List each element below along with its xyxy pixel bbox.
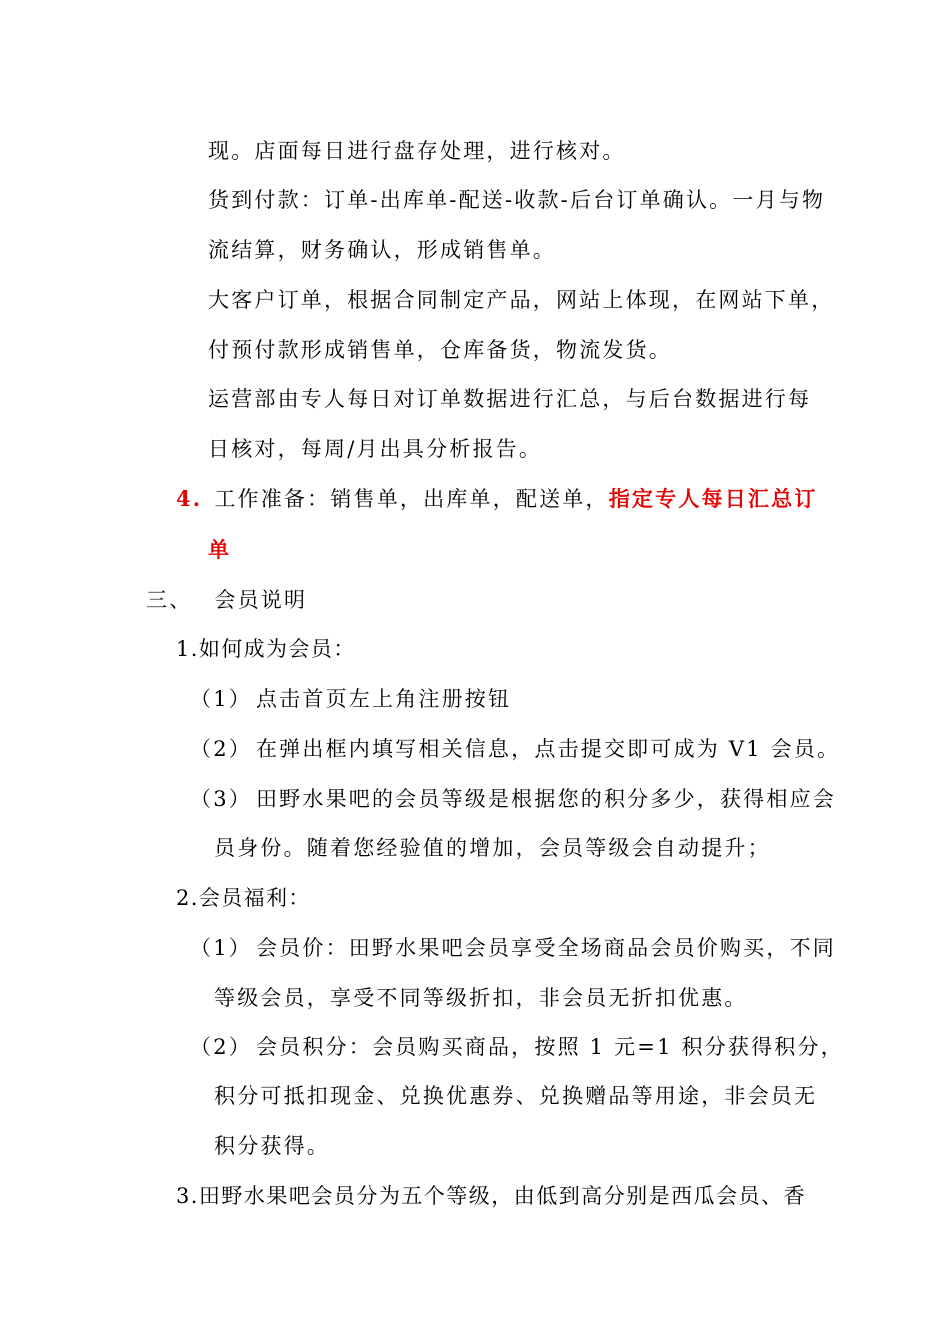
list-text: 田野水果吧的会员等级是根据您的积分多少，获得相应会 <box>255 787 836 811</box>
paragraph-line: 运营部由专人每日对订单数据进行汇总，与后台数据进行每 <box>208 387 812 411</box>
subheading: 2.会员福利： <box>176 886 311 910</box>
list-number: （3） <box>190 787 252 811</box>
paragraph-line: 3.田野水果吧会员分为五个等级，由低到高分别是西瓜会员、香 <box>176 1184 806 1208</box>
list-text-continued: 等级会员，享受不同等级折扣，非会员无折扣优惠。 <box>214 986 748 1010</box>
list-text: 在弹出框内填写相关信息，点击提交即可成为 V1 会员。 <box>255 737 841 761</box>
section-heading <box>146 585 307 615</box>
list-number: （1） <box>190 687 252 711</box>
section-title: 会员说明 <box>214 588 308 612</box>
list-number: （2） <box>190 1035 252 1059</box>
list-item <box>190 734 840 764</box>
paragraph-line: 现。店面每日进行盘存处理，进行核对。 <box>208 139 626 163</box>
highlight-text: 指定专人每日汇总订 <box>608 486 818 511</box>
list-text: 工作准备：销售单，出库单，配送单， <box>214 487 609 511</box>
paragraph-line: 货到付款：订单-出库单-配送-收款-后台订单确认。一月与物 <box>208 188 826 212</box>
list-number: （2） <box>190 737 252 761</box>
list-item <box>190 933 836 963</box>
highlight-text: 单 <box>208 537 232 562</box>
list-item <box>190 1032 844 1062</box>
section-number: 三、 <box>146 588 193 612</box>
paragraph-line: 大客户订单，根据合同制定产品，网站上体现，在网站下单， <box>208 288 835 312</box>
list-text-continued: 积分获得。 <box>214 1134 330 1158</box>
paragraph-line: 日核对，每周/月出具分析报告。 <box>208 437 543 461</box>
paragraph-line: 流结算，财务确认，形成销售单。 <box>208 238 556 262</box>
subheading: 1.如何成为会员： <box>176 637 356 661</box>
list-text: 点击首页左上角注册按钮 <box>255 687 512 711</box>
list-item <box>190 784 836 814</box>
list-item-4 <box>176 484 818 514</box>
list-item <box>190 684 511 714</box>
paragraph-line: 付预付款形成销售单，仓库备货，物流发货。 <box>208 338 672 362</box>
list-number: （1） <box>190 936 252 960</box>
list-text: 会员积分：会员购买商品，按照 1 元=1 积分获得积分， <box>255 1035 844 1059</box>
list-number: 4. <box>176 486 203 511</box>
list-text-continued: 积分可抵扣现金、兑换优惠券、兑换赠品等用途，非会员无 <box>214 1084 818 1108</box>
list-text: 会员价：田野水果吧会员享受全场商品会员价购买，不同 <box>255 936 836 960</box>
list-text-continued: 员身份。随着您经验值的增加，会员等级会自动提升； <box>214 836 771 860</box>
